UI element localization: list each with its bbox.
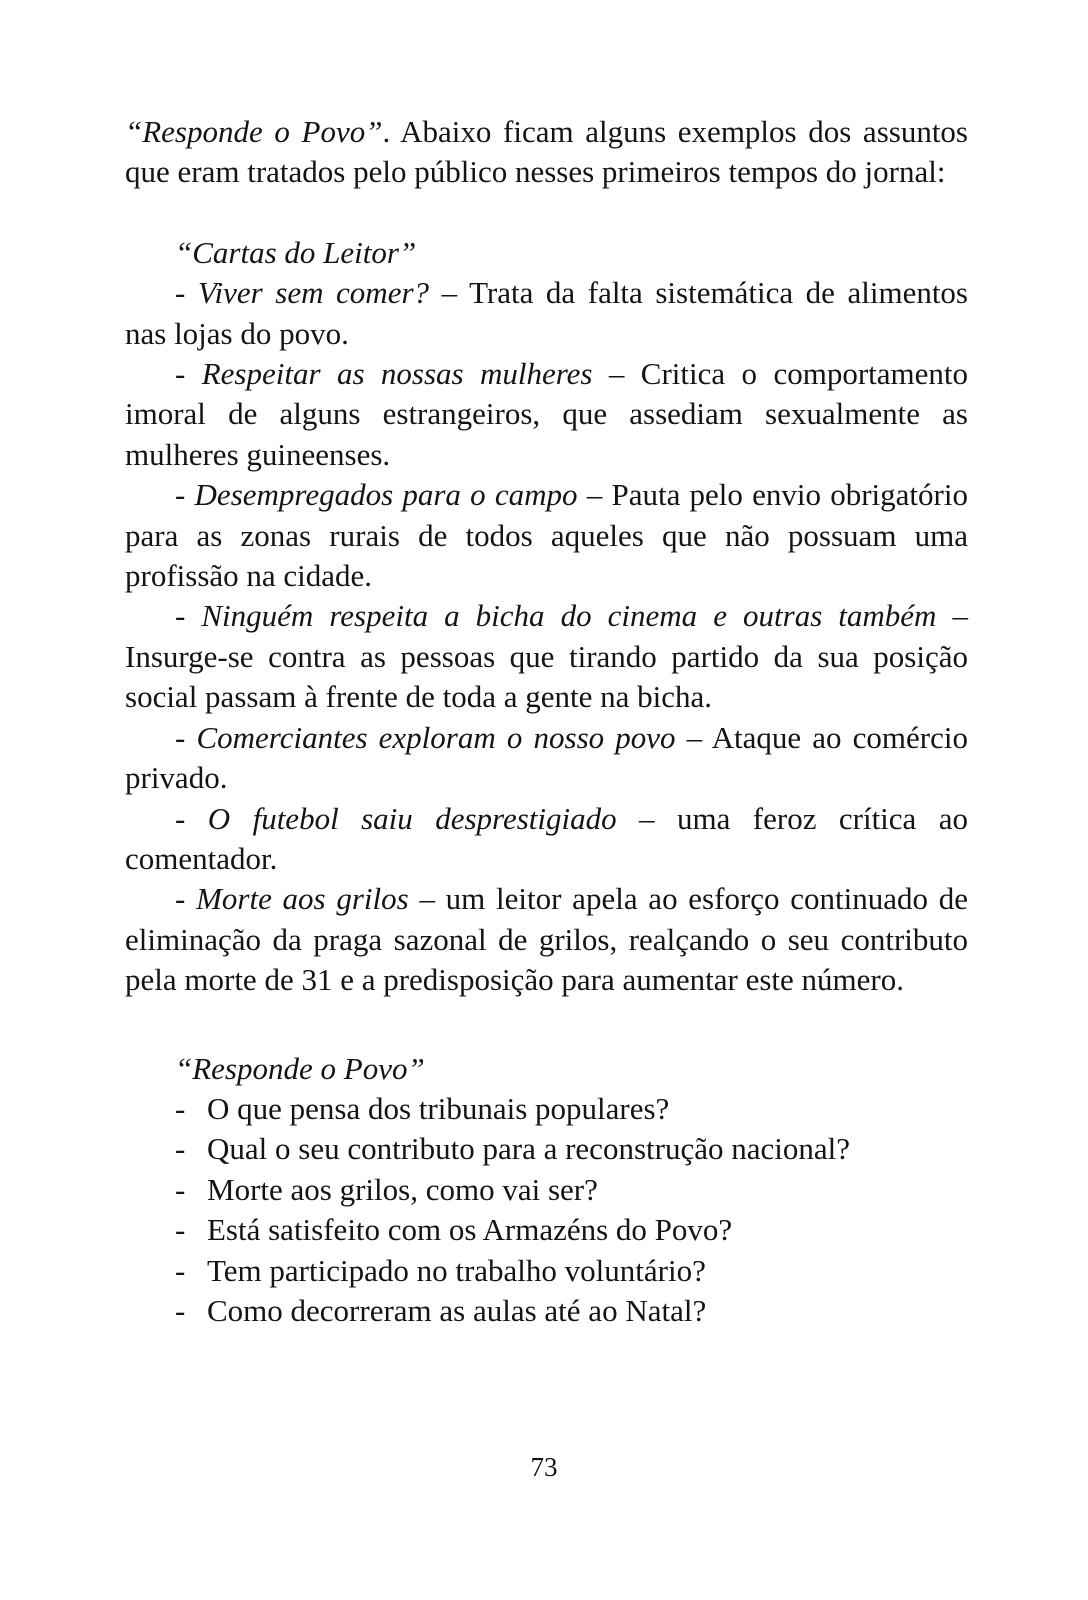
question-item: - O que pensa dos tribunais populares? xyxy=(175,1090,670,1126)
letter-title: Desempregados para o campo xyxy=(194,477,578,513)
question-item: - Tem participado no trabalho voluntário? xyxy=(175,1252,706,1288)
letter-title: Viver sem comer? xyxy=(197,275,430,311)
letter-title: Comerciantes exploram o nosso povo xyxy=(196,719,676,755)
letter-text: – uma feroz crítica ao comentador. xyxy=(125,800,969,876)
intro-paragraph xyxy=(125,112,968,193)
letter-title: Morte aos grilos xyxy=(196,881,409,917)
letter-text: – um leitor apela ao esforço continuado de eliminação da praga sazonal de grilos, realçando o seu contributo pela morte de 31 e a predisposição para aumentar este número. xyxy=(125,881,968,998)
letter-entry: - Desempregados para o campo – Pauta pelo envio obrigatório para as zonas rurais de todos aqueles que não possuam uma profissão na cidade. xyxy=(125,477,968,594)
question-list xyxy=(175,1089,968,1331)
letter-text: – Insurge-se contra as pessoas que tirando partido da sua posição social passam à frente de toda a gente na bicha. xyxy=(125,598,968,715)
letter-entry: - Morte aos grilos – um leitor apela ao esforço continuado de eliminação da praga sazonal de grilos, realçando o seu contributo pela morte de 31 e a predisposição para aumentar este número. xyxy=(125,881,968,998)
letter-text: – Critica o comportamento imoral de alguns estrangeiros, que assediam sexualmente as mulheres guineenses. xyxy=(125,356,969,472)
letters-heading: “Cartas do Leitor” xyxy=(175,234,417,270)
question-item: - Está satisfeito com os Armazéns do Povo? xyxy=(175,1212,733,1248)
letter-text: – Pauta pelo envio obrigatório para as zonas rurais de todos aqueles que não possuam uma profissão na cidade. xyxy=(125,477,968,594)
letter-entry: - Viver sem comer? – Trata da falta sistemática de alimentos nas lojas do povo. xyxy=(125,275,968,351)
letter-entry: - O futebol saiu desprestigiado – uma feroz crítica ao comentador. xyxy=(125,800,969,876)
letter-title: Ninguém respeita a bicha do cinema e outras também xyxy=(201,598,937,634)
letter-entry: - Comerciantes exploram o nosso povo – Ataque ao comércio privado. xyxy=(125,719,968,796)
intro-title: “Responde o Povo” xyxy=(125,114,383,149)
page-body xyxy=(125,112,968,1331)
question-item: - Como decorreram as aulas até ao Natal? xyxy=(175,1292,707,1328)
letter-entry: - Respeitar as nossas mulheres – Critica o comportamento imoral de alguns estrangeiros, que assediam sexualmente as mulheres guineenses. xyxy=(125,356,969,472)
page-number: 73 xyxy=(530,1452,558,1482)
question-item: - Morte aos grilos, como vai ser? xyxy=(175,1171,598,1207)
responde-heading: “Responde o Povo” xyxy=(175,1050,425,1086)
letter-text: – Trata da falta sistemática de alimentos nas lojas do povo. xyxy=(125,275,968,351)
question-item: - Qual o seu contributo para a reconstrução nacional? xyxy=(175,1131,850,1167)
letter-title: Respeitar as nossas mulheres xyxy=(201,356,593,392)
intro-text: . Abaixo ficam alguns exemplos dos assuntos que eram tratados pelo público nesses primeiros tempos do jornal: xyxy=(125,114,968,190)
letter-title: O futebol saiu desprestigiado xyxy=(207,800,617,836)
letter-entry: - Ninguém respeita a bicha do cinema e outras também – Insurge-se contra as pessoas que tirando partido da sua posição social passam à frente de toda a gente na bicha. xyxy=(125,598,968,715)
letter-text: – Ataque ao comércio privado. xyxy=(125,719,968,796)
